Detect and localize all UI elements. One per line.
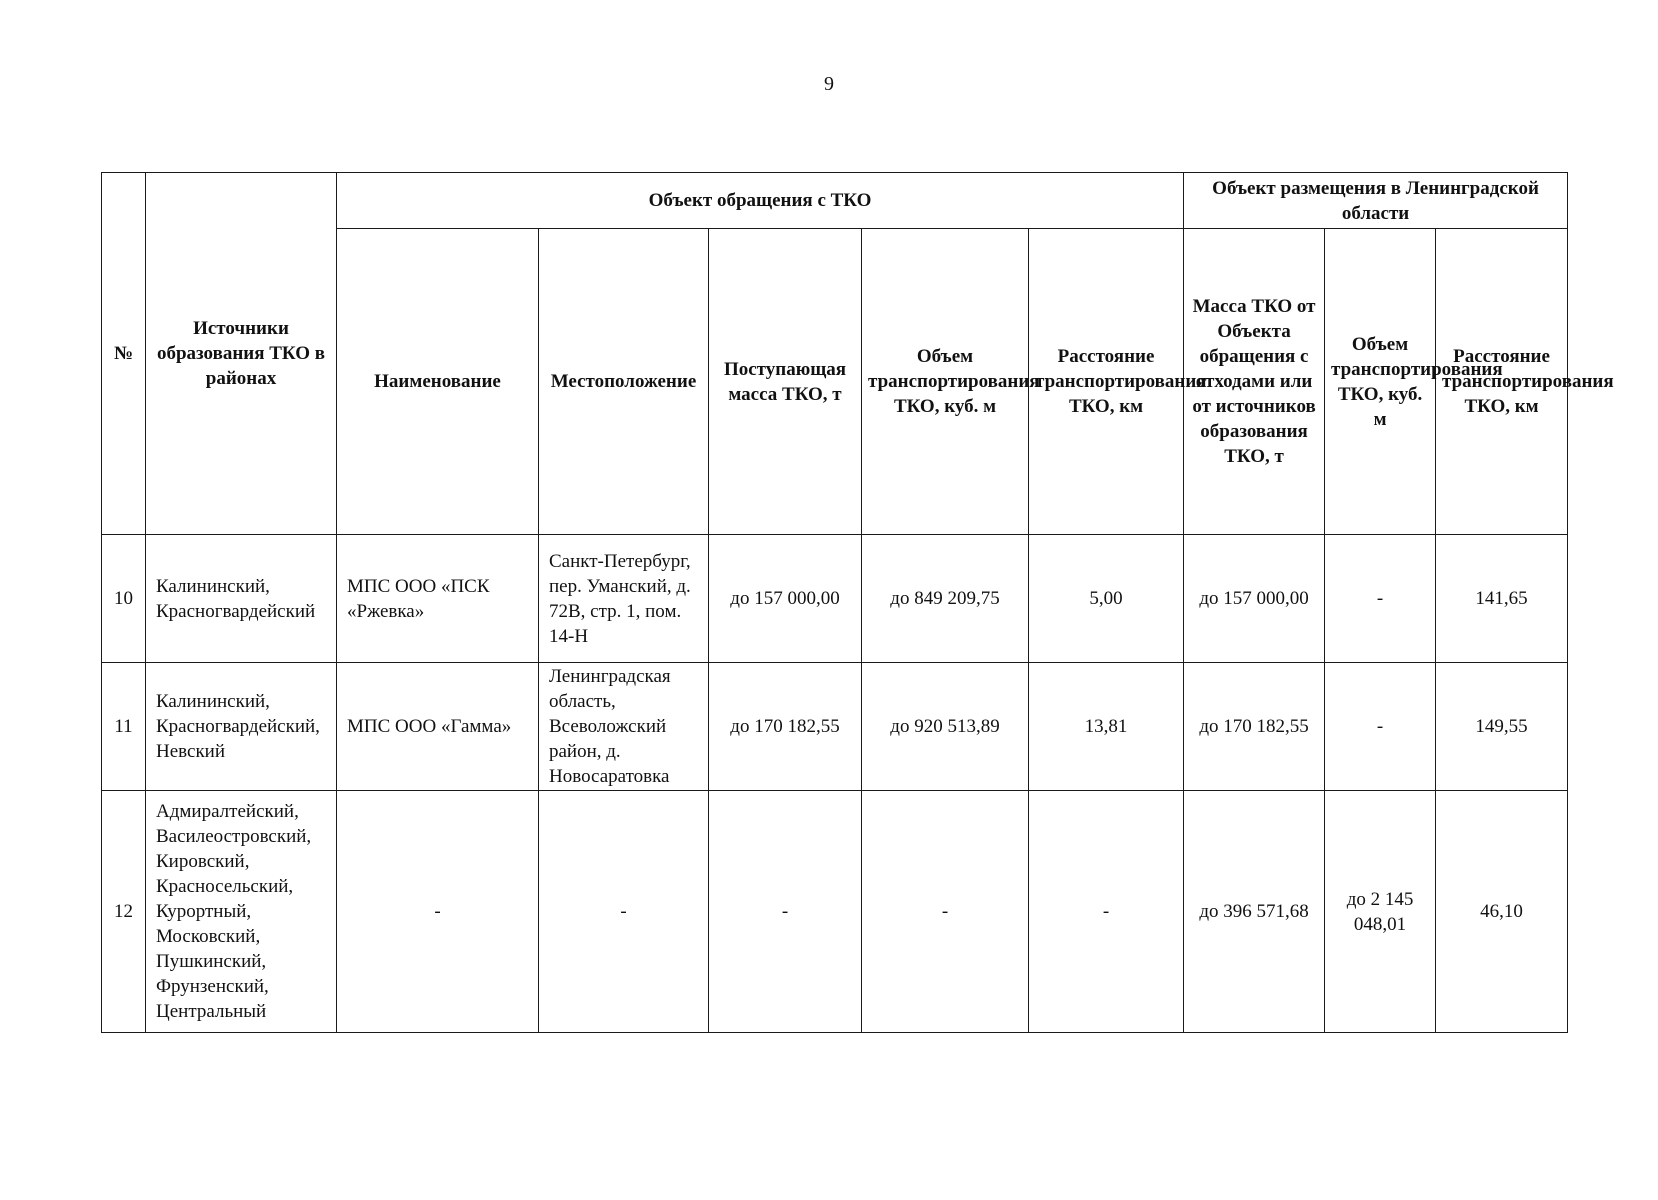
cell-placement-mass: до 157 000,00 [1184, 535, 1325, 663]
header-placement-volume: Объем транспортирования ТКО, куб. м [1325, 229, 1436, 535]
cell-placement-volume: - [1325, 663, 1436, 791]
cell-name: МПС ООО «ПСК «Ржевка» [337, 535, 539, 663]
header-name: Наименование [337, 229, 539, 535]
header-facility-group: Объект обращения с ТКО [337, 173, 1184, 229]
header-sources: Источники образования ТКО в районах [146, 173, 337, 535]
cell-transport-distance: - [1029, 791, 1184, 1033]
cell-incoming-mass: до 157 000,00 [709, 535, 862, 663]
cell-transport-distance: 5,00 [1029, 535, 1184, 663]
cell-incoming-mass: - [709, 791, 862, 1033]
cell-num: 10 [102, 535, 146, 663]
waste-facilities-table [101, 172, 1614, 1033]
cell-sources: Калининский, Красногвардейский [146, 535, 337, 663]
cell-placement-mass: до 170 182,55 [1184, 663, 1325, 791]
cell-transport-distance: 13,81 [1029, 663, 1184, 791]
header-transport-distance: Расстояние транспортирования ТКО, км [1029, 229, 1184, 535]
header-placement-mass: Масса ТКО от Объекта обращения с отходами или от источников образования ТКО, т [1184, 229, 1325, 535]
cell-placement-volume: до 2 145 048,01 [1325, 791, 1436, 1033]
header-placement-group: Объект размещения в Ленинградской области [1184, 173, 1568, 229]
header-incoming-mass: Поступающая масса ТКО, т [709, 229, 862, 535]
cell-transport-volume: - [862, 791, 1029, 1033]
cell-placement-distance: 149,55 [1436, 663, 1568, 791]
cell-placement-mass: до 396 571,68 [1184, 791, 1325, 1033]
page-number: 9 [824, 73, 834, 95]
cell-num: 11 [102, 663, 146, 791]
cell-sources: Адмиралтейский, Василеостровский, Кировский, Красносельский, Курортный, Московский, Пушкинский, Фрунзенский, Центральный [146, 791, 337, 1033]
cell-location: Санкт-Петербург, пер. Уманский, д. 72В, стр. 1, пом. 14-Н [539, 535, 709, 663]
cell-placement-volume: - [1325, 535, 1436, 663]
cell-location: Ленинградская область, Всеволожский район, д. Новосаратовка [539, 663, 709, 791]
header-row-top [102, 173, 1568, 229]
cell-transport-volume: до 920 513,89 [862, 663, 1029, 791]
header-location: Местоположение [539, 229, 709, 535]
cell-incoming-mass: до 170 182,55 [709, 663, 862, 791]
table-row [102, 791, 1568, 1033]
header-placement-distance: Расстояние транспортирования ТКО, км [1436, 229, 1568, 535]
cell-num: 12 [102, 791, 146, 1033]
table-row [102, 663, 1568, 791]
cell-placement-distance: 46,10 [1436, 791, 1568, 1033]
cell-transport-volume: до 849 209,75 [862, 535, 1029, 663]
cell-name: МПС ООО «Гамма» [337, 663, 539, 791]
cell-name: - [337, 791, 539, 1033]
cell-placement-distance: 141,65 [1436, 535, 1568, 663]
cell-location: - [539, 791, 709, 1033]
header-num: № [102, 173, 146, 535]
cell-sources: Калининский, Красногвардейский, Невский [146, 663, 337, 791]
table-row [102, 535, 1568, 663]
header-transport-volume: Объем транспортирования ТКО, куб. м [862, 229, 1029, 535]
